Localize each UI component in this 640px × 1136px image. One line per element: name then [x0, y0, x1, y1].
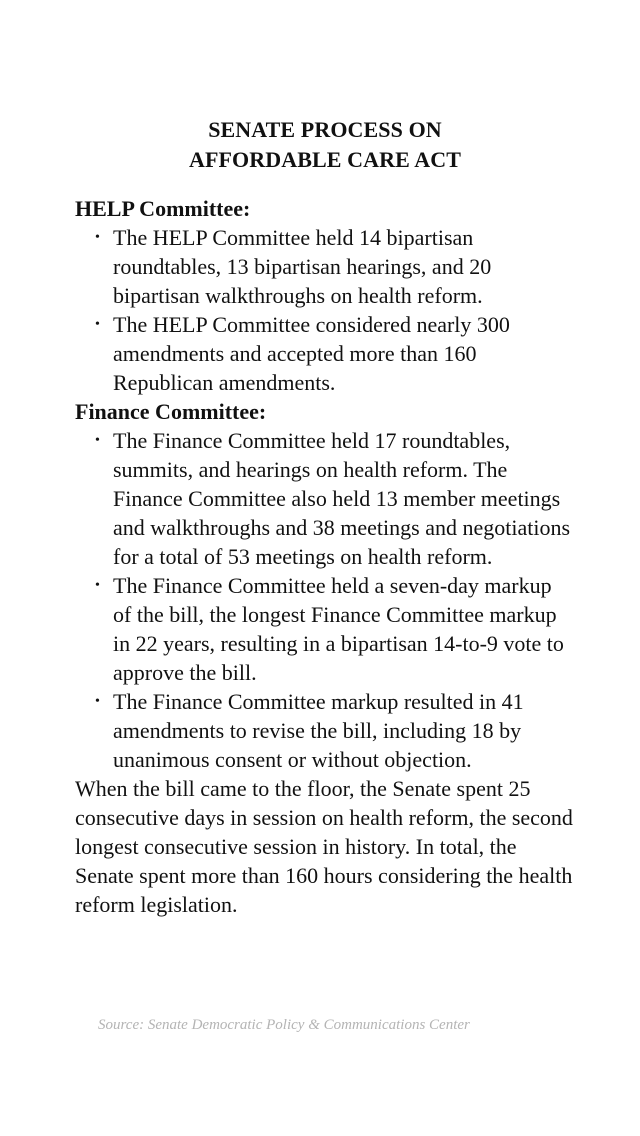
list-item-text: The Finance Committee held a seven-day markup of the bill, the longest Finance Committee markup in 22 years, resulting in a bipartisan 14-to-9 vote to approve the bill.	[113, 573, 564, 685]
closing-paragraph: When the bill came to the floor, the Senate spent 25 consecutive days in session on health reform, the second longest consecutive session in history. In total, the Senate spent more than 160 hours considering the health reform legislation.	[75, 776, 573, 917]
title-line-1: SENATE PROCESS ON	[208, 117, 442, 142]
bullet-list	[75, 223, 575, 397]
bullet-icon: •	[95, 694, 100, 709]
section-help-committee	[75, 194, 575, 397]
list-item-text: The HELP Committee considered nearly 300 amendments and accepted more than 160 Republican amendments.	[113, 312, 510, 395]
list-item-text: The Finance Committee held 17 roundtables, summits, and hearings on health reform. The Finance Committee also held 13 member meetings and walkthroughs and 38 meetings and negotiations for a total of 53 meetings on health reform.	[113, 428, 571, 569]
bullet-icon: •	[95, 317, 100, 332]
list-item-text: The HELP Committee held 14 bipartisan roundtables, 13 bipartisan hearings, and 20 bipartisan walkthroughs on health reform.	[113, 225, 492, 308]
section-heading: Finance Committee:	[75, 399, 267, 424]
list-item	[95, 687, 575, 774]
bullet-icon: •	[95, 578, 100, 593]
list-item	[95, 223, 575, 310]
list-item-text: The Finance Committee markup resulted in 41 amendments to revise the bill, including 18 by unanimous consent or without objection.	[113, 689, 524, 772]
list-item	[95, 310, 575, 397]
title-line-2: AFFORDABLE CARE ACT	[188, 147, 462, 172]
document-body	[75, 115, 575, 919]
bullet-icon: •	[95, 433, 100, 448]
list-item	[95, 571, 575, 687]
list-item	[95, 426, 575, 571]
bullet-icon: •	[95, 230, 100, 245]
source-citation: Source: Senate Democratic Policy & Communications Center	[98, 1017, 470, 1033]
section-finance-committee	[75, 397, 575, 774]
document-title	[75, 115, 575, 175]
section-heading: HELP Committee:	[75, 196, 251, 221]
bullet-list	[75, 426, 575, 774]
